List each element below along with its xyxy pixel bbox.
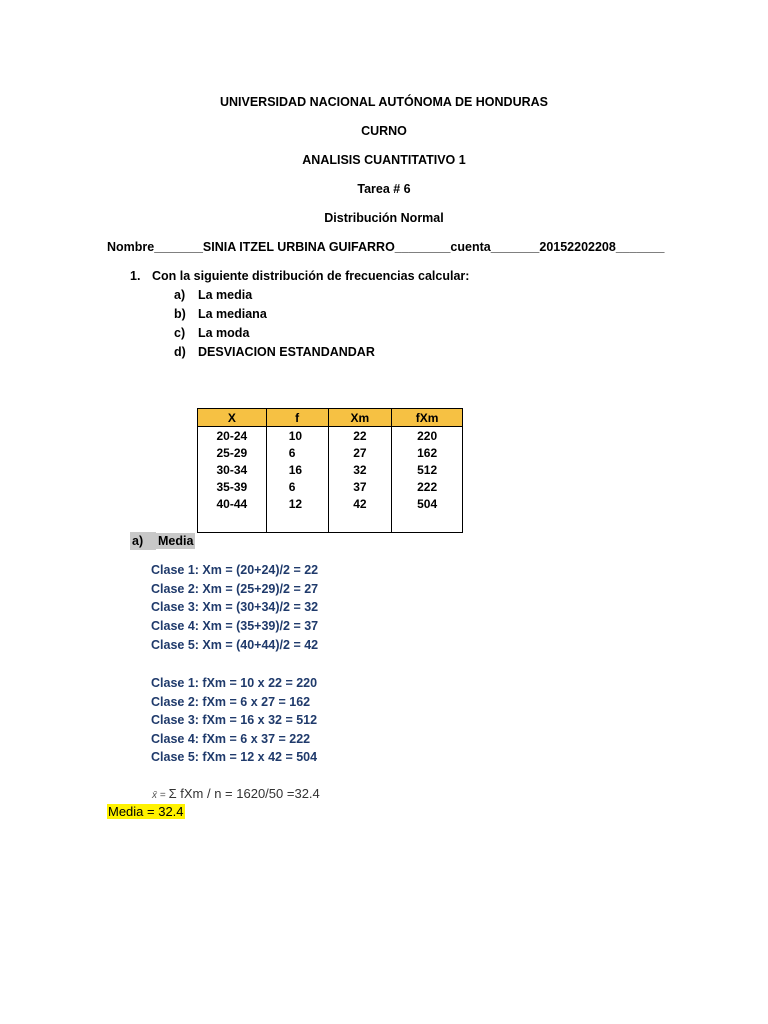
table-cell: 162 <box>392 444 463 461</box>
mean-result: Media = 32.4 <box>108 804 184 819</box>
xm-calc-line: Clase 5: Xm = (40+44)/2 = 42 <box>151 638 319 652</box>
column-header: f <box>266 409 328 427</box>
task-title: Tarea # 6 <box>357 182 411 196</box>
media-section-heading <box>130 532 195 550</box>
table-cell <box>198 512 267 533</box>
table-header-row <box>198 409 463 427</box>
item-letter: c) <box>174 326 186 340</box>
table-cell: 22 <box>328 427 392 445</box>
table-cell <box>328 512 392 533</box>
mean-formula <box>152 786 320 801</box>
table-cell <box>266 512 328 533</box>
table-cell: 30-34 <box>198 461 267 478</box>
fxm-calc-line: Clase 2: fXm = 6 x 27 = 162 <box>151 695 311 709</box>
mean-formula-text: Σ fXm / n = 1620/50 =32.4 <box>168 786 320 801</box>
table-row <box>198 478 463 495</box>
table-cell: 12 <box>266 495 328 512</box>
media-title: Media <box>158 534 194 548</box>
item-text: La moda <box>198 326 250 340</box>
table-cell: 37 <box>328 478 392 495</box>
table-cell: 512 <box>392 461 463 478</box>
student-line: Nombre_______SINIA ITZEL URBINA GUIFARRO________cuenta_______20152202208_______ <box>107 240 665 254</box>
table-row <box>198 427 463 445</box>
table-row <box>198 461 463 478</box>
fxm-calc-line: Clase 4: fXm = 6 x 37 = 222 <box>151 732 311 746</box>
question-text: Con la siguiente distribución de frecuencias calcular: <box>152 269 470 283</box>
fxm-calc-line: Clase 1: fXm = 10 x 22 = 220 <box>151 676 318 690</box>
column-header: Xm <box>328 409 392 427</box>
item-letter: b) <box>174 307 186 321</box>
table-cell: 27 <box>328 444 392 461</box>
table-cell: 220 <box>392 427 463 445</box>
media-letter: a) <box>130 532 156 550</box>
question-number: 1. <box>130 269 141 283</box>
fxm-calc-line: Clase 3: fXm = 16 x 32 = 512 <box>151 713 318 727</box>
table-row-empty <box>198 512 463 533</box>
table-cell: 25-29 <box>198 444 267 461</box>
column-header: fXm <box>392 409 463 427</box>
item-letter: a) <box>174 288 186 302</box>
table-cell: 20-24 <box>198 427 267 445</box>
table-cell: 10 <box>266 427 328 445</box>
mean-symbol: x̄ = <box>152 790 166 801</box>
university-title: UNIVERSIDAD NACIONAL AUTÓNOMA DE HONDURAS <box>219 95 548 109</box>
table-row <box>198 495 463 512</box>
table-cell: 42 <box>328 495 392 512</box>
table-cell: 40-44 <box>198 495 267 512</box>
item-text: DESVIACION ESTANDANDAR <box>198 345 375 359</box>
course-title: ANALISIS CUANTITATIVO 1 <box>302 153 466 167</box>
campus-title: CURNO <box>361 124 407 138</box>
xm-calc-line: Clase 4: Xm = (35+39)/2 = 37 <box>151 619 319 633</box>
table-cell: 16 <box>266 461 328 478</box>
table-cell: 6 <box>266 444 328 461</box>
item-text: La mediana <box>198 307 267 321</box>
xm-calc-line: Clase 1: Xm = (20+24)/2 = 22 <box>151 563 319 577</box>
table-cell: 32 <box>328 461 392 478</box>
column-header: X <box>198 409 267 427</box>
item-letter: d) <box>174 345 186 359</box>
item-text: La media <box>198 288 253 302</box>
frequency-table <box>197 408 463 533</box>
table-row <box>198 444 463 461</box>
table-cell <box>392 512 463 533</box>
xm-calc-line: Clase 2: Xm = (25+29)/2 = 27 <box>151 582 319 596</box>
table-cell: 35-39 <box>198 478 267 495</box>
table-cell: 6 <box>266 478 328 495</box>
xm-calc-line: Clase 3: Xm = (30+34)/2 = 32 <box>151 600 319 614</box>
topic-title: Distribución Normal <box>324 211 444 225</box>
table-cell: 504 <box>392 495 463 512</box>
fxm-calc-line: Clase 5: fXm = 12 x 42 = 504 <box>151 750 318 764</box>
table-cell: 222 <box>392 478 463 495</box>
